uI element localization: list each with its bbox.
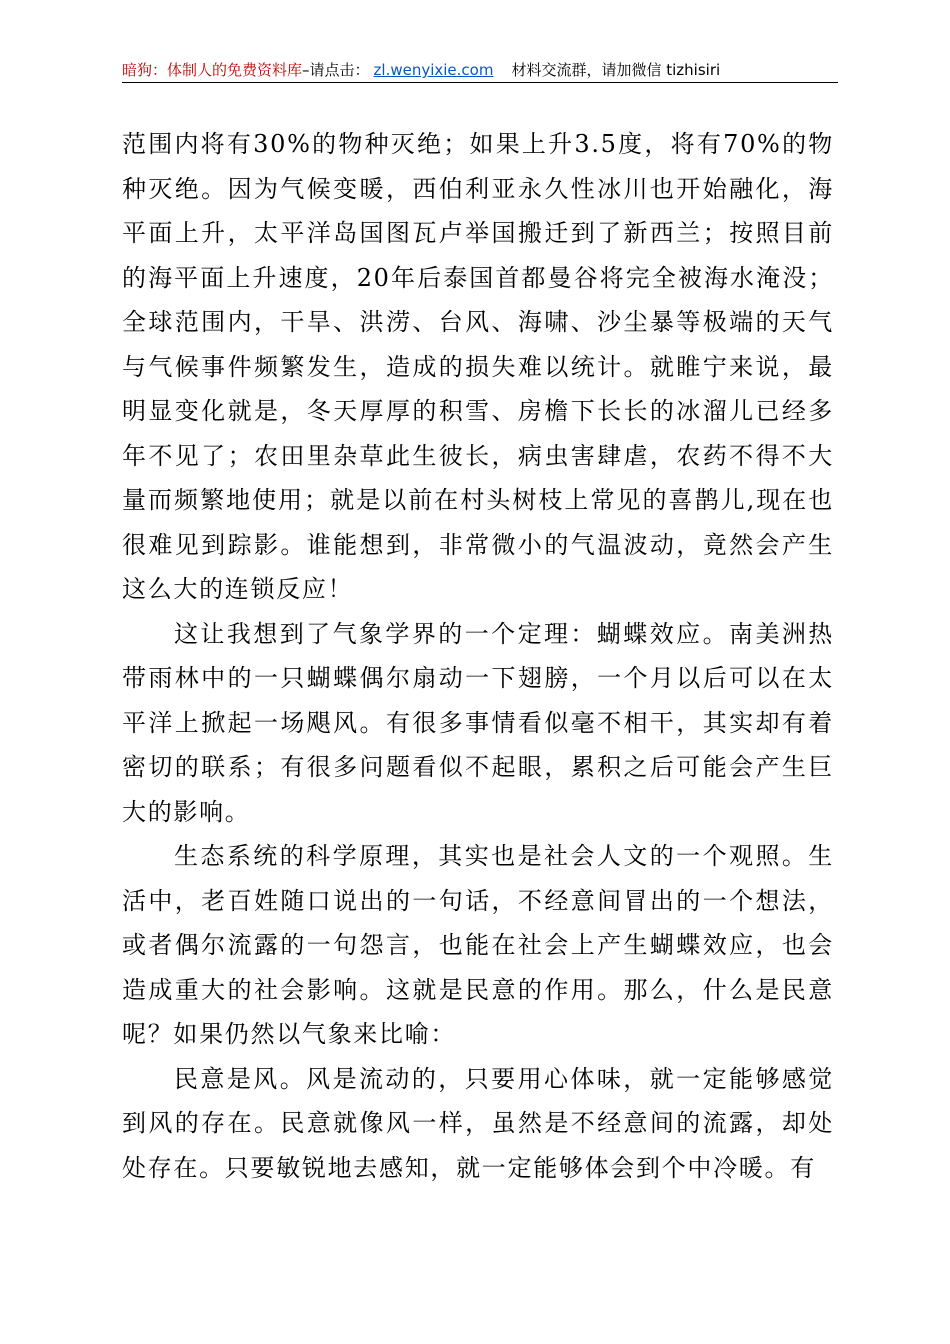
header-divider — [122, 82, 838, 83]
paragraph-3: 生态系统的科学原理，其实也是社会人文的一个观照。生活中，老百姓随口说出的一句话，不经意间冒出的一个想法，或者偶尔流露的一句怨言，也能在社会上产生蝴蝶效应，也会造成重大的社会影响。这就是民意的作用。那么，什么是民意呢？如果仍然以气象来比喻： — [122, 842, 834, 1048]
page-header — [122, 58, 838, 82]
paragraph-2: 这让我想到了气象学界的一个定理：蝴蝶效应。南美洲热带雨林中的一只蝴蝶偶尔扇动一下翅膀，一个月以后可以在太平洋上掀起一场飓风。有很多事情看似毫不相干，其实却有着密切的联系；有很多问题看似不起眼，累积之后可能会产生巨大的影响。 — [122, 619, 834, 826]
header-prompt: –请点击： — [302, 61, 370, 79]
header-brand: 暗狗：体制人的免费资料库 — [122, 61, 303, 79]
paragraph-4: 民意是风。风是流动的，只要用心体味，就一定能够感觉到风的存在。民意就像风一样，虽然是不经意间的流露，却处处存在。只要敏锐地去感知，就一定能够体会到个中冷暖。有 — [122, 1064, 834, 1182]
document-body — [122, 122, 834, 1190]
header-link[interactable]: zl.wenyixie.com — [373, 61, 494, 79]
paragraph-1: 范围内将有30%的物种灭绝；如果上升3.5度，将有70%的物种灭绝。因为气候变暖，西伯利亚永久性冰川也开始融化，海平面上升，太平洋岛国图瓦卢举国搬迁到了新西兰；按照目前的海平面上升速度，20年后泰国首都曼谷将完全被海水淹没；全球范围内，干旱、洪涝、台风、海啸、沙尘暴等极端的天气与气候事件频繁发生，造成的损失难以统计。就睢宁来说，最明显变化就是，冬天厚厚的积雪、房檐下长长的冰溜儿已经多年不见了；农田里杂草此生彼长，病虫害肆虐，农药不得不大量而频繁地使用；就是以前在村头树枝上常见的喜鹊儿,现在也很难见到踪影。谁能想到，非常微小的气温波动，竟然会产生这么大的连锁反应！ — [122, 130, 834, 603]
header-contact: 材料交流群，请加微信 tizhisiri — [511, 61, 721, 79]
